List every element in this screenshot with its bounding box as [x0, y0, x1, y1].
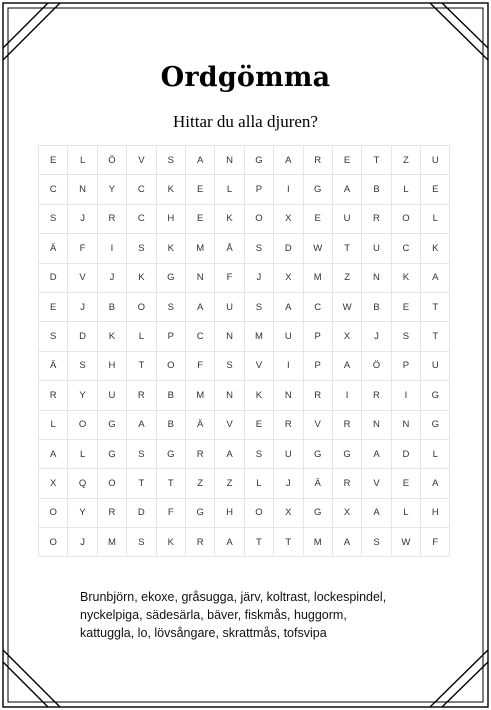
grid-cell[interactable]: D	[68, 322, 97, 351]
grid-cell[interactable]: K	[157, 528, 186, 557]
grid-cell[interactable]: Å	[215, 234, 244, 263]
grid-cell[interactable]: I	[333, 381, 362, 410]
grid-cell[interactable]: K	[157, 234, 186, 263]
grid-cell[interactable]: O	[39, 528, 68, 557]
grid-cell[interactable]: A	[186, 293, 215, 322]
grid-cell[interactable]: W	[392, 528, 421, 557]
grid-cell[interactable]: A	[362, 499, 391, 528]
grid-cell[interactable]: S	[68, 352, 97, 381]
grid-cell[interactable]: N	[215, 322, 244, 351]
grid-cell[interactable]: J	[274, 469, 303, 498]
grid-cell[interactable]: X	[39, 469, 68, 498]
grid-cell[interactable]: A	[333, 175, 362, 204]
grid-cell[interactable]: T	[421, 293, 450, 322]
grid-cell[interactable]: Z	[333, 264, 362, 293]
grid-cell[interactable]: X	[333, 499, 362, 528]
grid-cell[interactable]: E	[186, 205, 215, 234]
grid-cell[interactable]: T	[362, 146, 391, 175]
grid-cell[interactable]: P	[392, 352, 421, 381]
grid-cell[interactable]: C	[39, 175, 68, 204]
grid-cell[interactable]: L	[245, 469, 274, 498]
grid-cell[interactable]: R	[186, 528, 215, 557]
grid-cell[interactable]: I	[274, 175, 303, 204]
grid-cell[interactable]: L	[68, 146, 97, 175]
grid-cell[interactable]: C	[127, 175, 156, 204]
grid-cell[interactable]: N	[392, 411, 421, 440]
grid-cell[interactable]: D	[274, 234, 303, 263]
grid-cell[interactable]: U	[98, 381, 127, 410]
grid-cell[interactable]: Y	[68, 381, 97, 410]
grid-cell[interactable]: A	[274, 146, 303, 175]
grid-cell[interactable]: Q	[68, 469, 97, 498]
grid-cell[interactable]: S	[245, 234, 274, 263]
grid-cell[interactable]: G	[245, 146, 274, 175]
grid-cell[interactable]: S	[215, 352, 244, 381]
grid-cell[interactable]: R	[39, 381, 68, 410]
grid-cell[interactable]: K	[245, 381, 274, 410]
grid-cell[interactable]: I	[392, 381, 421, 410]
grid-cell[interactable]: F	[157, 499, 186, 528]
corner-ornament-bottom-left	[3, 650, 60, 707]
grid-cell[interactable]: O	[127, 293, 156, 322]
grid-cell[interactable]: A	[333, 528, 362, 557]
grid-cell[interactable]: L	[392, 175, 421, 204]
grid-cell[interactable]: B	[157, 411, 186, 440]
grid-cell[interactable]: S	[157, 293, 186, 322]
grid-cell[interactable]: Ä	[304, 469, 333, 498]
grid-cell[interactable]: R	[362, 381, 391, 410]
grid-cell[interactable]: W	[333, 293, 362, 322]
corner-ornament-top-left	[3, 3, 60, 60]
grid-cell[interactable]: K	[421, 234, 450, 263]
grid-cell[interactable]: S	[127, 440, 156, 469]
grid-cell[interactable]: V	[304, 411, 333, 440]
grid-cell[interactable]: G	[421, 411, 450, 440]
grid-cell[interactable]: H	[215, 499, 244, 528]
grid-cell[interactable]: N	[215, 146, 244, 175]
grid-cell[interactable]: K	[127, 264, 156, 293]
grid-cell[interactable]: T	[333, 234, 362, 263]
grid-cell[interactable]: R	[333, 411, 362, 440]
word-search-grid	[38, 145, 450, 557]
grid-cell[interactable]: X	[333, 322, 362, 351]
grid-cell[interactable]: Y	[68, 499, 97, 528]
grid-cell[interactable]: A	[421, 469, 450, 498]
grid-cell[interactable]: S	[39, 322, 68, 351]
grid-cell[interactable]: J	[68, 293, 97, 322]
grid-cell[interactable]: N	[362, 264, 391, 293]
grid-cell[interactable]: G	[304, 499, 333, 528]
grid-cell[interactable]: G	[98, 440, 127, 469]
grid-cell[interactable]: Z	[392, 146, 421, 175]
grid-cell[interactable]: J	[98, 264, 127, 293]
grid-cell[interactable]: Ä	[186, 411, 215, 440]
grid-cell[interactable]: D	[39, 264, 68, 293]
grid-cell[interactable]: K	[98, 322, 127, 351]
grid-cell[interactable]: G	[98, 411, 127, 440]
page-subtitle: Hittar du alla djuren?	[173, 112, 318, 131]
corner-ornament-bottom-right	[430, 650, 488, 707]
grid-cell[interactable]: K	[215, 205, 244, 234]
grid-cell[interactable]: V	[68, 264, 97, 293]
grid-cell[interactable]: E	[245, 411, 274, 440]
grid-cell[interactable]: B	[157, 381, 186, 410]
grid-cell[interactable]: M	[304, 528, 333, 557]
grid-cell[interactable]: W	[304, 234, 333, 263]
grid-cell[interactable]: E	[186, 175, 215, 204]
grid-cell[interactable]: R	[362, 205, 391, 234]
grid-cell[interactable]: G	[421, 381, 450, 410]
grid-cell[interactable]: R	[274, 411, 303, 440]
grid-cell[interactable]: E	[304, 205, 333, 234]
grid-cell[interactable]: T	[274, 528, 303, 557]
grid-cell[interactable]: Ä	[39, 352, 68, 381]
grid-cell[interactable]: T	[127, 469, 156, 498]
grid-cell[interactable]: E	[39, 293, 68, 322]
grid-cell[interactable]: S	[392, 322, 421, 351]
grid-cell[interactable]: Z	[215, 469, 244, 498]
grid-cell[interactable]: G	[333, 440, 362, 469]
grid-cell[interactable]: E	[392, 293, 421, 322]
corner-ornament-top-right	[430, 3, 488, 60]
grid-cell[interactable]: X	[274, 264, 303, 293]
grid-cell[interactable]: B	[362, 293, 391, 322]
grid-cell[interactable]: D	[127, 499, 156, 528]
grid-cell[interactable]: A	[215, 440, 244, 469]
grid-cell[interactable]: J	[245, 264, 274, 293]
grid-cell[interactable]: C	[127, 205, 156, 234]
grid-cell[interactable]: L	[392, 499, 421, 528]
grid-cell[interactable]: S	[157, 146, 186, 175]
grid-cell[interactable]: M	[304, 264, 333, 293]
grid-cell[interactable]: R	[98, 499, 127, 528]
grid-cell[interactable]: B	[362, 175, 391, 204]
word-list-line: nyckelpiga, sädesärla, bäver, fiskmås, huggorm,	[80, 608, 347, 622]
grid-cell[interactable]: C	[186, 322, 215, 351]
grid-cell[interactable]: A	[333, 352, 362, 381]
grid-cell[interactable]: N	[68, 175, 97, 204]
grid-cell[interactable]: G	[157, 440, 186, 469]
grid-cell[interactable]: V	[215, 411, 244, 440]
grid-cell[interactable]: G	[304, 175, 333, 204]
grid-cell[interactable]: A	[39, 440, 68, 469]
grid-cell[interactable]: L	[127, 322, 156, 351]
grid-cell[interactable]: H	[421, 499, 450, 528]
grid-cell[interactable]: E	[333, 146, 362, 175]
grid-cell[interactable]: O	[98, 469, 127, 498]
grid-cell[interactable]: P	[157, 322, 186, 351]
grid-cell[interactable]: T	[127, 352, 156, 381]
grid-cell[interactable]: A	[127, 411, 156, 440]
grid-cell[interactable]: S	[127, 528, 156, 557]
grid-cell[interactable]: H	[98, 352, 127, 381]
grid-cell[interactable]: R	[127, 381, 156, 410]
grid-cell[interactable]: V	[127, 146, 156, 175]
grid-cell[interactable]: Ä	[39, 234, 68, 263]
grid-cell[interactable]: I	[98, 234, 127, 263]
grid-cell[interactable]: P	[304, 322, 333, 351]
grid-cell[interactable]: K	[392, 264, 421, 293]
grid-cell[interactable]: P	[245, 175, 274, 204]
grid-cell[interactable]: X	[274, 205, 303, 234]
grid-cell[interactable]: V	[245, 352, 274, 381]
grid-cell[interactable]: U	[333, 205, 362, 234]
grid-cell[interactable]: A	[362, 440, 391, 469]
grid-cell[interactable]: E	[39, 146, 68, 175]
grid-cell[interactable]: G	[157, 264, 186, 293]
grid-cell[interactable]: A	[421, 264, 450, 293]
grid-cell[interactable]: J	[68, 528, 97, 557]
grid-cell[interactable]: R	[98, 205, 127, 234]
word-list-line: kattuggla, lo, lövsångare, skrattmås, tofsvipa	[80, 626, 327, 640]
grid-cell[interactable]: Z	[186, 469, 215, 498]
grid-cell[interactable]: L	[421, 205, 450, 234]
grid-cell[interactable]: V	[362, 469, 391, 498]
grid-cell[interactable]: S	[39, 205, 68, 234]
grid-cell[interactable]: U	[421, 352, 450, 381]
grid-cell[interactable]: K	[157, 175, 186, 204]
grid-cell[interactable]: U	[215, 293, 244, 322]
grid-cell[interactable]: S	[362, 528, 391, 557]
grid-cell[interactable]: O	[157, 352, 186, 381]
grid-cell[interactable]: E	[421, 175, 450, 204]
grid-cell[interactable]: U	[274, 440, 303, 469]
grid-cell[interactable]: Ö	[98, 146, 127, 175]
grid-cell[interactable]: O	[245, 205, 274, 234]
grid-cell[interactable]: F	[186, 352, 215, 381]
grid-cell[interactable]: Y	[98, 175, 127, 204]
grid-cell[interactable]: E	[392, 469, 421, 498]
grid-cell[interactable]: T	[421, 322, 450, 351]
grid-cell[interactable]: O	[39, 499, 68, 528]
grid-cell[interactable]: O	[245, 499, 274, 528]
grid-cell[interactable]: S	[245, 440, 274, 469]
grid-cell[interactable]: R	[333, 469, 362, 498]
grid-cell[interactable]: U	[274, 322, 303, 351]
grid-cell[interactable]: O	[68, 411, 97, 440]
grid-cell[interactable]: T	[157, 469, 186, 498]
grid-cell[interactable]: A	[274, 293, 303, 322]
grid-cell[interactable]: I	[274, 352, 303, 381]
grid-cell[interactable]: H	[157, 205, 186, 234]
grid-cell[interactable]: M	[186, 234, 215, 263]
grid-cell[interactable]: F	[68, 234, 97, 263]
grid-cell[interactable]: T	[245, 528, 274, 557]
grid-cell[interactable]: G	[304, 440, 333, 469]
grid-cell[interactable]: R	[186, 440, 215, 469]
grid-cell[interactable]: F	[215, 264, 244, 293]
grid-cell[interactable]: S	[245, 293, 274, 322]
grid-cell[interactable]: L	[421, 440, 450, 469]
grid-cell[interactable]: N	[362, 411, 391, 440]
grid-cell[interactable]: Ö	[362, 352, 391, 381]
grid-cell[interactable]: A	[215, 528, 244, 557]
grid-cell[interactable]: C	[392, 234, 421, 263]
grid-cell[interactable]: M	[98, 528, 127, 557]
grid-cell[interactable]: C	[304, 293, 333, 322]
page-title: Ordgömma	[160, 62, 331, 93]
grid-cell[interactable]: L	[39, 411, 68, 440]
grid-cell[interactable]: J	[362, 322, 391, 351]
word-list	[80, 588, 430, 642]
grid-cell[interactable]: N	[215, 381, 244, 410]
grid-cell[interactable]: B	[98, 293, 127, 322]
grid-cell[interactable]: G	[186, 499, 215, 528]
grid-cell[interactable]: M	[186, 381, 215, 410]
grid-cell[interactable]: R	[304, 381, 333, 410]
grid-cell[interactable]: X	[274, 499, 303, 528]
grid-cell[interactable]: U	[421, 146, 450, 175]
grid-cell[interactable]: P	[304, 352, 333, 381]
grid-cell[interactable]: F	[421, 528, 450, 557]
grid-cell[interactable]: N	[186, 264, 215, 293]
word-list-line: Brunbjörn, ekoxe, gråsugga, järv, koltrast, lockespindel,	[80, 590, 387, 604]
grid-cell[interactable]: O	[392, 205, 421, 234]
grid-cell[interactable]: R	[304, 146, 333, 175]
grid-cell[interactable]: S	[127, 234, 156, 263]
grid-cell[interactable]: N	[274, 381, 303, 410]
grid-cell[interactable]: J	[68, 205, 97, 234]
grid-cell[interactable]: D	[392, 440, 421, 469]
grid-cell[interactable]: L	[215, 175, 244, 204]
grid-cell[interactable]: U	[362, 234, 391, 263]
grid-cell[interactable]: M	[245, 322, 274, 351]
grid-cell[interactable]: L	[68, 440, 97, 469]
grid-cell[interactable]: A	[186, 146, 215, 175]
